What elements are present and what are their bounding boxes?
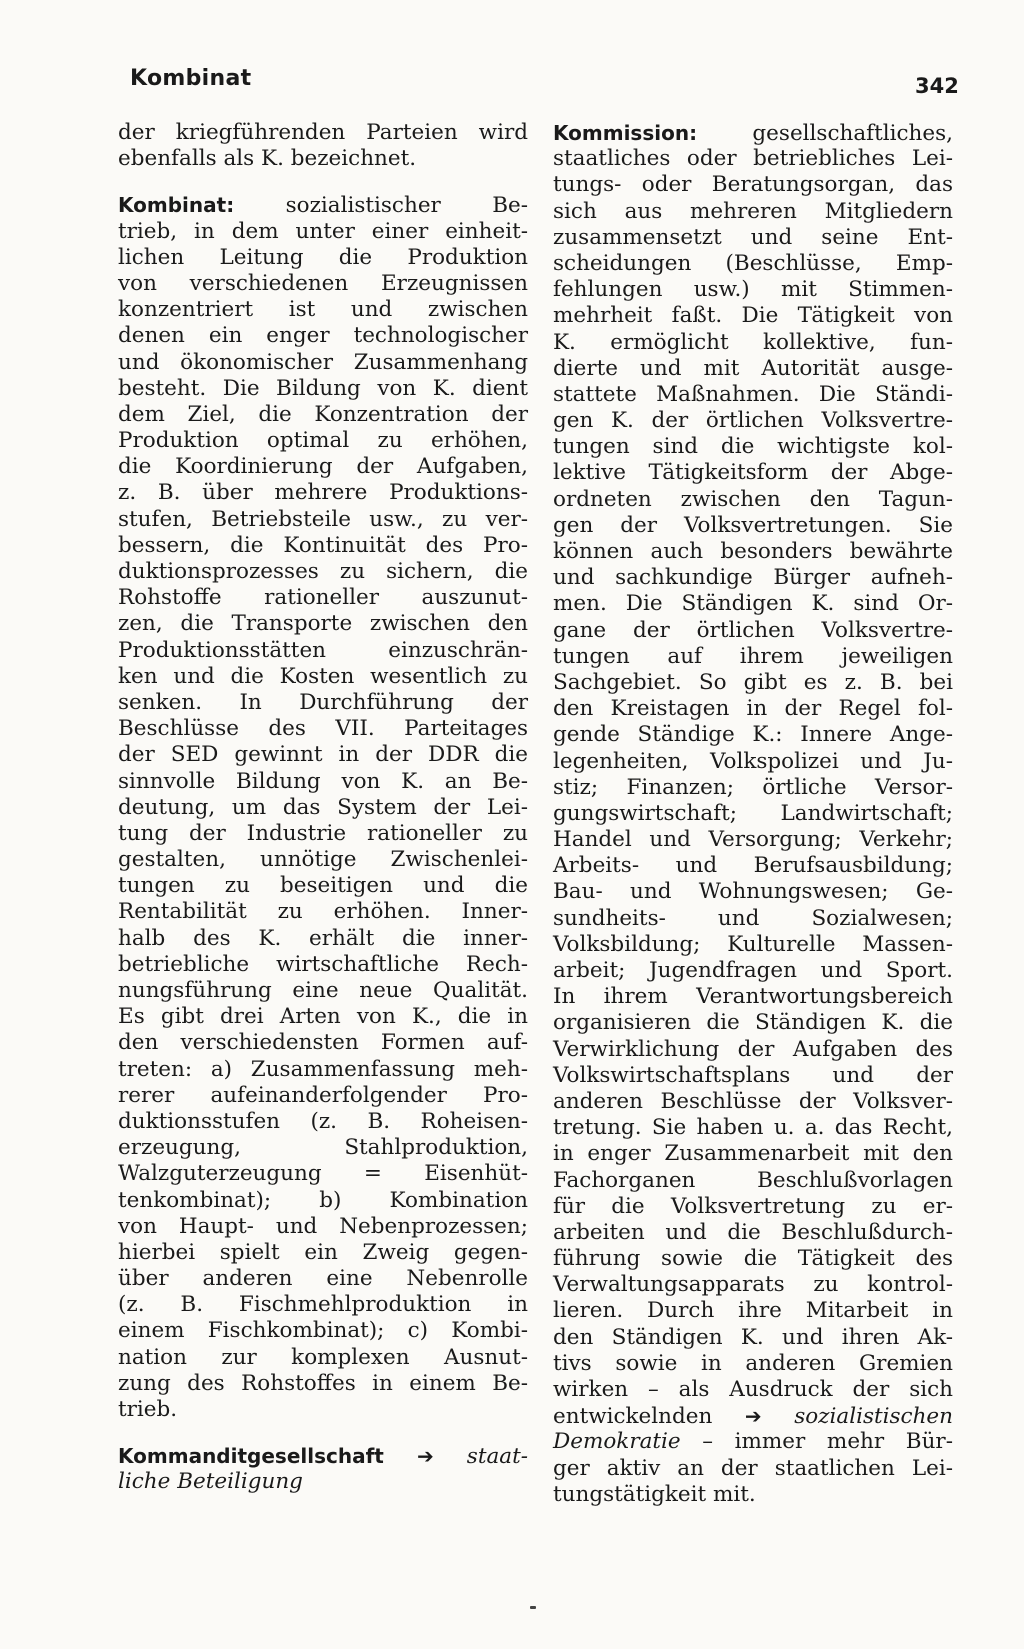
headword: Kombinat: bbox=[118, 193, 235, 218]
text-line: und ökonomischer Zusammenhang bbox=[118, 349, 528, 375]
headword: Kommission: bbox=[553, 121, 698, 145]
text-line: gane der örtlichen Volksvertre- bbox=[553, 617, 953, 643]
text-line: arbeit; Jugendfragen und Sport. bbox=[553, 958, 953, 983]
text-line: gende Ständige K.: Innere Ange- bbox=[553, 722, 953, 748]
text-line: der SED gewinnt in der DDR die bbox=[118, 742, 528, 768]
text-line: trieb, in dem unter einer einheit- bbox=[118, 218, 528, 244]
text-line: nation zur komplexen Ausnut- bbox=[118, 1344, 528, 1370]
headword: Kommanditgesellschaft bbox=[118, 1444, 384, 1469]
text-line: besteht. Die Bildung von K. dient bbox=[118, 375, 528, 401]
text-line: Arbeits- und Berufsausbildung; bbox=[553, 853, 953, 879]
text-line: den Ständigen K. und ihren Ak- bbox=[553, 1324, 953, 1350]
text-line: sundheits- und Sozialwesen; bbox=[553, 905, 953, 931]
text-line: von Haupt- und Nebenprozessen; bbox=[118, 1213, 528, 1239]
text-line: trieb. bbox=[118, 1397, 178, 1422]
text-line: hierbei spielt ein Zweig gegen- bbox=[118, 1239, 528, 1265]
text-line: und sachkundige Bürger aufneh- bbox=[553, 565, 953, 591]
text-line: von verschiedenen Erzeugnissen bbox=[118, 270, 528, 296]
entry-kombinat bbox=[118, 192, 528, 1423]
text-line: organisieren die Ständigen K. die bbox=[553, 1010, 953, 1036]
text-line: können auch besonders bewährte bbox=[553, 539, 953, 564]
text-line: gen K. der örtlichen Volksvertre- bbox=[553, 408, 953, 434]
left-column bbox=[118, 120, 528, 1496]
text-line: stiz; Finanzen; örtliche Versor- bbox=[553, 774, 953, 800]
entry-first-line bbox=[553, 120, 953, 146]
text-line: Produktionsstätten einzuschrän- bbox=[118, 637, 528, 663]
text-line: wirken – als Ausdruck der sich bbox=[553, 1377, 953, 1402]
text-line: arbeiten und die Beschlußdurch- bbox=[553, 1219, 953, 1245]
text-line bbox=[118, 1469, 528, 1495]
text-line: stattete Maßnahmen. Die Ständi- bbox=[553, 381, 953, 407]
text-line: duktionsprozesses zu sichern, die bbox=[118, 559, 528, 584]
entry-kommanditgesellschaft bbox=[118, 1443, 528, 1495]
text-line: konzentriert ist und zwischen bbox=[118, 297, 528, 323]
text-line: tivs sowie in anderen Gremien bbox=[553, 1350, 953, 1376]
text-line: deutung, um das System der Lei- bbox=[118, 794, 528, 820]
text-line: Sachgebiet. So gibt es z. B. bei bbox=[553, 669, 953, 695]
text-line: stufen, Betriebsteile usw., zu ver- bbox=[118, 506, 528, 532]
text-line: lieren. Durch ihre Mitarbeit in bbox=[553, 1298, 953, 1324]
entry-continuation bbox=[118, 120, 528, 172]
text-line: In ihrem Verantwortungsbereich bbox=[553, 984, 953, 1010]
running-head: Kombinat bbox=[130, 66, 252, 91]
text-line: men. Die Ständigen K. sind Or- bbox=[553, 591, 953, 617]
entry-first-line bbox=[118, 192, 528, 218]
right-arrow-icon: ➔ bbox=[744, 1404, 762, 1429]
text-line bbox=[553, 1429, 953, 1455]
text-line: tenkombinat); b) Kombination bbox=[118, 1187, 528, 1213]
text-line: den Kreistagen in der Regel fol- bbox=[553, 696, 953, 722]
text-line: sozialistischer Be- bbox=[285, 193, 528, 219]
text-line: halb des K. erhält die inner- bbox=[118, 925, 528, 951]
entry-first-line bbox=[118, 1443, 528, 1469]
text-line: Volkswirtschaftsplans und der bbox=[553, 1062, 953, 1088]
text-line: über anderen eine Nebenrolle bbox=[118, 1266, 528, 1292]
cross-reference-link[interactable]: Demokratie bbox=[553, 1429, 681, 1455]
right-arrow-icon: ➔ bbox=[416, 1444, 434, 1469]
text-line: legenheiten, Volkspolizei und Ju- bbox=[553, 748, 953, 774]
text-line: denen ein enger technologischer bbox=[118, 323, 528, 349]
text-line: anderen Beschlüsse der Volksver- bbox=[553, 1088, 953, 1114]
text-fragment: entwickelnden bbox=[553, 1404, 713, 1430]
text-line: lektive Tätigkeitsform der Abge- bbox=[553, 460, 953, 486]
text-line bbox=[553, 1403, 953, 1429]
text-line: gesellschaftliches, bbox=[752, 121, 953, 146]
text-fragment: – immer mehr Bür- bbox=[702, 1429, 953, 1455]
text-line: tungen sind die wichtigste kol- bbox=[553, 434, 953, 460]
text-line: senken. In Durchführung der bbox=[118, 689, 528, 715]
text-line: Rohstoffe rationeller auszunut- bbox=[118, 585, 528, 611]
text-line: Handel und Versorgung; Verkehr; bbox=[553, 827, 953, 853]
right-column bbox=[553, 120, 953, 1508]
text-line: einem Fischkombinat); c) Kombi- bbox=[118, 1318, 528, 1344]
text-line: für die Volksvertretung zu er- bbox=[553, 1193, 953, 1219]
text-line: ger aktiv an der staatlichen Lei- bbox=[553, 1455, 953, 1481]
text-line: z. B. über mehrere Produktions- bbox=[118, 480, 528, 506]
text-line: Rentabilität zu erhöhen. Inner- bbox=[118, 899, 528, 925]
text-line: Verwirklichung der Aufgaben des bbox=[553, 1036, 953, 1062]
text-line: sich aus mehreren Mitgliedern bbox=[553, 198, 953, 224]
text-line: duktionsstufen (z. B. Roheisen- bbox=[118, 1108, 528, 1134]
text-line: Es gibt drei Arten von K., die in bbox=[118, 1004, 528, 1030]
text-line: betriebliche wirtschaftliche Rech- bbox=[118, 951, 528, 977]
text-line: tretung. Sie haben u. a. das Recht, bbox=[553, 1115, 953, 1141]
text-line: erzeugung, Stahlproduktion, bbox=[118, 1135, 528, 1161]
text-line: Beschlüsse des VII. Parteitages bbox=[118, 716, 528, 742]
text-line: treten: a) Zusammenfassung meh- bbox=[118, 1056, 528, 1082]
text-line: K. ermöglicht kollektive, fun- bbox=[553, 329, 953, 355]
text-line: in enger Zusammenarbeit mit den bbox=[553, 1141, 953, 1167]
text-line: zen, die Transporte zwischen den bbox=[118, 611, 528, 637]
text-line: fehlungen usw.) mit Stimmen- bbox=[553, 277, 953, 303]
text-line: ken und die Kosten wesentlich zu bbox=[118, 663, 528, 689]
text-line: dierte und mit Autorität ausge- bbox=[553, 355, 953, 381]
text-line: ebenfalls als K. bezeichnet. bbox=[118, 146, 417, 172]
text-line: gen der Volksvertretungen. Sie bbox=[553, 512, 953, 538]
text-line: tungen auf ihrem jeweiligen bbox=[553, 643, 953, 669]
text-line: tungen zu beseitigen und die bbox=[118, 873, 528, 899]
text-line: Walzguterzeugung = Eisenhüt- bbox=[118, 1161, 528, 1187]
text-line: ordneten zwischen den Tagun- bbox=[553, 486, 953, 512]
text-line: zung des Rohstoffes in einem Be- bbox=[118, 1370, 528, 1396]
text-line: gestalten, unnötige Zwischenlei- bbox=[118, 847, 528, 873]
text-line: Verwaltungsapparats zu kontrol- bbox=[553, 1272, 953, 1298]
page-number: 342 bbox=[915, 74, 959, 98]
text-line: rerer aufeinanderfolgender Pro- bbox=[118, 1082, 528, 1108]
text-line: Produktion optimal zu erhöhen, bbox=[118, 428, 528, 454]
text-line: bessern, die Kontinuität des Pro- bbox=[118, 532, 528, 558]
cross-reference-link[interactable]: staat- bbox=[466, 1444, 528, 1470]
text-line: zusammensetzt und seine Ent- bbox=[553, 224, 953, 250]
text-line: dem Ziel, die Konzentration der bbox=[118, 401, 528, 427]
text-line: führung sowie die Tätigkeit des bbox=[553, 1246, 953, 1272]
text-line: Fachorganen Beschlußvorlagen bbox=[553, 1167, 953, 1193]
text-line: nungsführung eine neue Qualität. bbox=[118, 978, 528, 1003]
cross-reference-link[interactable]: sozialistischen bbox=[794, 1404, 953, 1430]
text-line: die Koordinierung der Aufgaben, bbox=[118, 454, 528, 480]
text-line: Volksbildung; Kulturelle Massen- bbox=[553, 931, 953, 957]
text-line: gungswirtschaft; Landwirtschaft; bbox=[553, 800, 953, 826]
text-line: Bau- und Wohnungswesen; Ge- bbox=[553, 879, 953, 905]
text-line: scheidungen (Beschlüsse, Emp- bbox=[553, 250, 953, 276]
text-line: tungstätigkeit mit. bbox=[553, 1481, 756, 1507]
text-line: mehrheit faßt. Die Tätigkeit von bbox=[553, 303, 953, 329]
cross-reference-link[interactable]: liche Beteiligung bbox=[118, 1469, 303, 1495]
text-line: sinnvolle Bildung von K. an Be- bbox=[118, 768, 528, 794]
text-line: der kriegführenden Parteien wird bbox=[118, 120, 528, 145]
text-line: (z. B. Fischmehlproduktion in bbox=[118, 1292, 528, 1318]
text-line: staatliches oder betriebliches Lei- bbox=[553, 146, 953, 172]
text-line: den verschiedensten Formen auf- bbox=[118, 1030, 528, 1056]
text-line: tungs- oder Beratungsorgan, das bbox=[553, 172, 953, 198]
entry-kommission bbox=[553, 120, 953, 1508]
text-line: lichen Leitung die Produktion bbox=[118, 244, 528, 270]
text-line: tung der Industrie rationeller zu bbox=[118, 820, 528, 846]
print-speck bbox=[530, 1606, 536, 1609]
